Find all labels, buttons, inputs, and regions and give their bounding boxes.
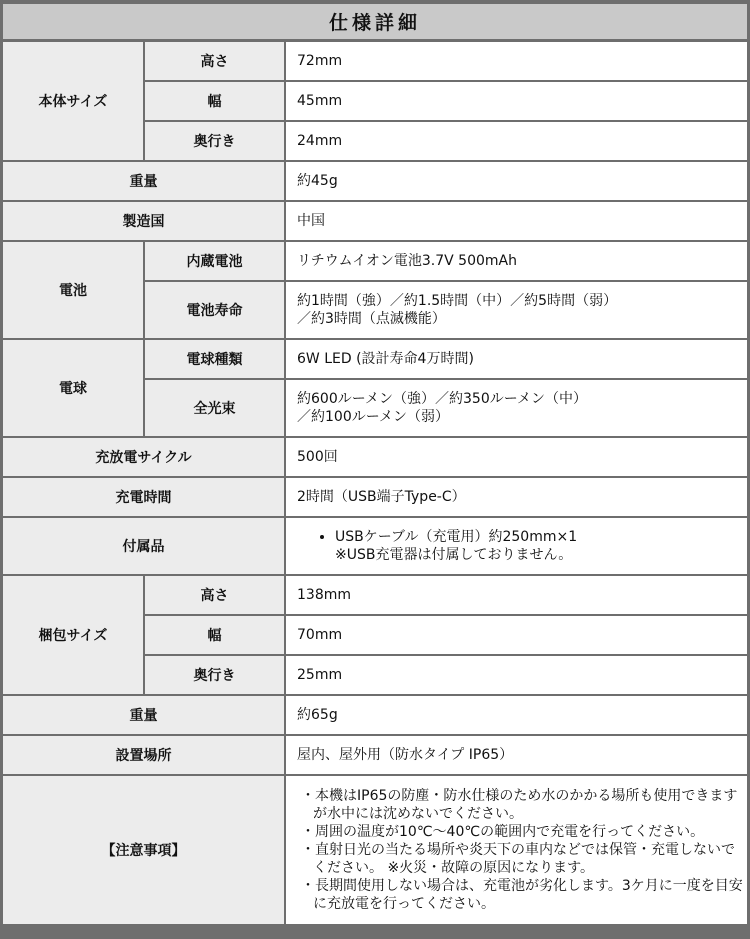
table-row	[3, 42, 747, 82]
body-width-value: 45mm	[286, 82, 747, 122]
table-row	[3, 518, 747, 576]
package-size-label: 梱包サイズ	[3, 576, 145, 696]
body-depth-value: 24mm	[286, 122, 747, 162]
package-height-label: 高さ	[145, 576, 286, 616]
cycles-value: 500回	[286, 438, 747, 478]
location-label: 設置場所	[3, 736, 286, 776]
body-height-label: 高さ	[145, 42, 286, 82]
table-row	[3, 576, 747, 616]
bulb-flux-value	[286, 380, 747, 438]
package-weight-label: 重量	[3, 696, 286, 736]
note-item: ・ 長期間使用しない場合は、充電池が劣化します。3ケ月に一度を目安に充放電を行ってください。	[301, 877, 747, 913]
table-row	[3, 776, 747, 924]
origin-label: 製造国	[3, 202, 286, 242]
accessories-list	[297, 528, 747, 564]
notes-list	[297, 787, 747, 913]
bulb-label: 電球	[3, 340, 145, 438]
package-width-value: 70mm	[286, 616, 747, 656]
charge-time-value: 2時間（USB端子Type-C）	[286, 478, 747, 518]
body-size-label: 本体サイズ	[3, 42, 145, 162]
weight-value: 約45g	[286, 162, 747, 202]
package-width-label: 幅	[145, 616, 286, 656]
battery-builtin-label: 内蔵電池	[145, 242, 286, 282]
notes-value	[286, 776, 747, 924]
package-weight-value: 約65g	[286, 696, 747, 736]
table-row	[3, 438, 747, 478]
cycles-label: 充放電サイクル	[3, 438, 286, 478]
battery-builtin-value: リチウムイオン電池3.7V 500mAh	[286, 242, 747, 282]
notes-label: 【注意事項】	[3, 776, 286, 924]
origin-value: 中国	[286, 202, 747, 242]
table-row	[3, 478, 747, 518]
bulb-flux-line: ／約100ルーメン（弱）	[297, 409, 450, 425]
bulb-flux-line: 約600ルーメン（強）／約350ルーメン（中）	[297, 391, 588, 407]
bulb-flux-label: 全光束	[145, 380, 286, 438]
body-height-value: 72mm	[286, 42, 747, 82]
table-row	[3, 242, 747, 282]
list-item	[335, 528, 747, 564]
charge-time-label: 充電時間	[3, 478, 286, 518]
note-item: ・ 本機はIP65の防塵・防水仕様のため水のかかる場所も使用できますが水中には沈めないでください。	[301, 787, 747, 823]
table-row	[3, 162, 747, 202]
location-value: 屋内、屋外用（防水タイプ IP65）	[286, 736, 747, 776]
weight-label: 重量	[3, 162, 286, 202]
body-depth-label: 奥行き	[145, 122, 286, 162]
battery-life-value	[286, 282, 747, 340]
table-row	[3, 736, 747, 776]
table-row	[3, 340, 747, 380]
accessories-value	[286, 518, 747, 576]
table-row	[3, 202, 747, 242]
package-depth-label: 奥行き	[145, 656, 286, 696]
battery-label: 電池	[3, 242, 145, 340]
package-height-value: 138mm	[286, 576, 747, 616]
note-item: ・ 周囲の温度が10℃～40℃の範囲内で充電を行ってください。	[301, 823, 747, 841]
accessory-line: USBケーブル（充電用）約250mm×1	[335, 529, 578, 545]
spec-table	[3, 42, 747, 924]
bulb-type-label: 電球種類	[145, 340, 286, 380]
accessories-label: 付属品	[3, 518, 286, 576]
bulb-type-value: 6W LED (設計寿命4万時間)	[286, 340, 747, 380]
battery-life-line: 約1時間（強）／約1.5時間（中）／約5時間（弱）	[297, 293, 618, 309]
package-depth-value: 25mm	[286, 656, 747, 696]
note-item: ・ 直射日光の当たる場所や炎天下の車内などでは保管・充電しないでください。 ※火災・故障の原因になります。	[301, 841, 747, 877]
spec-title: 仕様詳細	[3, 4, 747, 39]
battery-life-line: ／約3時間（点滅機能）	[297, 311, 446, 327]
accessory-note: ※USB充電器は付属しておりません。	[335, 547, 573, 563]
table-row	[3, 696, 747, 736]
battery-life-label: 電池寿命	[145, 282, 286, 340]
body-width-label: 幅	[145, 82, 286, 122]
